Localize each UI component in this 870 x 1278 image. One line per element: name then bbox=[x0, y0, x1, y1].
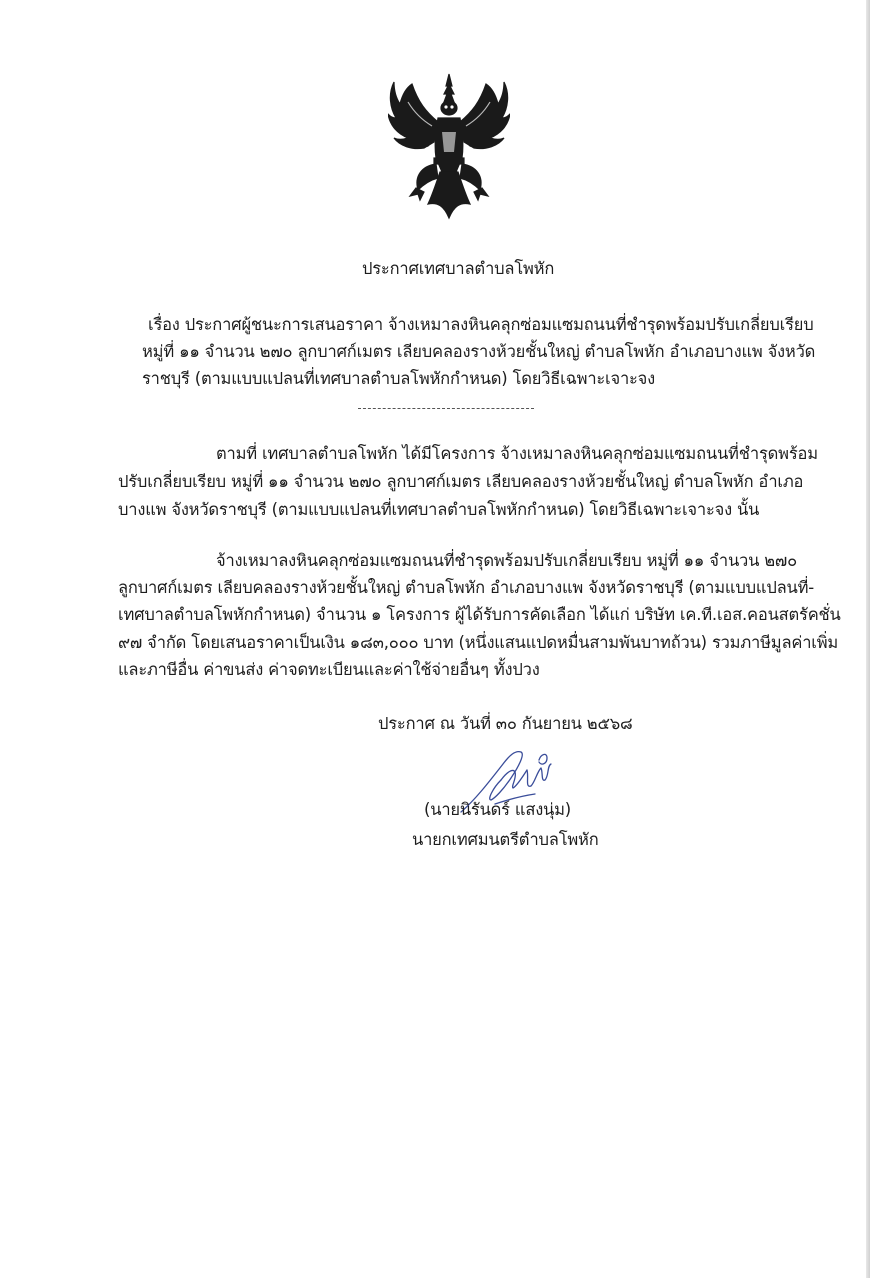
page-edge bbox=[866, 0, 870, 1278]
paragraph1-line-3: บางแพ จังหวัดราชบุรี (ตามแบบแปลนที่เทศบาลตำบลโพหักกำหนด) โดยวิธีเฉพาะเจาะจง นั้น bbox=[118, 500, 760, 519]
document-title: ประกาศเทศบาลตำบลโพหัก bbox=[362, 259, 555, 278]
paragraph2-line-2: ลูกบาศก์เมตร เลียบคลองรางห้วยชั้นใหญ่ ตำบลโพหัก อำเภอบางแพ จังหวัดราชบุรี (ตามแบบแปลนที่- bbox=[118, 578, 815, 597]
paragraph2-line-1: จ้างเหมาลงหินคลุกซ่อมแซมถนนที่ชำรุดพร้อมปรับเกลี่ยบเรียบ หมู่ที่ ๑๑ จำนวน ๒๗๐ bbox=[216, 551, 797, 570]
signer-position: นายกเทศมนตรีตำบลโพหัก bbox=[412, 830, 599, 849]
garuda-emblem-icon bbox=[388, 72, 510, 222]
paragraph1-line-1: ตามที่ เทศบาลตำบลโพหัก ได้มีโครงการ จ้างเหมาลงหินคลุกซ่อมแซมถนนที่ชำรุดพร้อม bbox=[216, 444, 818, 463]
separator-line bbox=[358, 408, 534, 409]
subject-line-3: ราชบุรี (ตามแบบแปลนที่เทศบาลตำบลโพหักกำหนด) โดยวิธีเฉพาะเจาะจง bbox=[142, 369, 656, 388]
paragraph1-line-2: ปรับเกลี่ยบเรียบ หมู่ที่ ๑๑ จำนวน ๒๗๐ ลูกบาศก์เมตร เลียบคลองรางห้วยชั้นใหญ่ ตำบลโพหัก อำเภอ bbox=[118, 472, 804, 491]
paragraph2-line-3: เทศบาลตำบลโพหักกำหนด) จำนวน ๑ โครงการ ผู้ได้รับการคัดเลือก ได้แก่ บริษัท เค.ที.เอส.คอนสตรัคชั่น bbox=[118, 605, 841, 624]
subject-line-2: หมู่ที่ ๑๑ จำนวน ๒๗๐ ลูกบาศก์เมตร เลียบคลองรางห้วยชั้นใหญ่ ตำบลโพหัก อำเภอบางแพ จังหวัด bbox=[142, 342, 816, 361]
paragraph2-line-5: และภาษีอื่น ค่าขนส่ง ค่าจดทะเบียนและค่าใช้จ่ายอื่นๆ ทั้งปวง bbox=[118, 660, 540, 679]
paragraph2-line-4: ๙๗ จำกัด โดยเสนอราคาเป็นเงิน ๑๘๓,๐๐๐ บาท (หนึ่งแสนแปดหมื่นสามพันบาทถ้วน) รวมภาษีมูลค่าเพิ่ม bbox=[118, 633, 839, 652]
subject-line-1: เรื่อง ประกาศผู้ชนะการเสนอราคา จ้างเหมาลงหินคลุกซ่อมแซมถนนที่ชำรุดพร้อมปรับเกลี่ยบเรียบ bbox=[148, 315, 814, 334]
signer-name: (นายนิรันดร์ แสงนุ่ม) bbox=[424, 800, 572, 819]
announcement-date: ประกาศ ณ วันที่ ๓๐ กันยายน ๒๕๖๘ bbox=[378, 714, 633, 733]
